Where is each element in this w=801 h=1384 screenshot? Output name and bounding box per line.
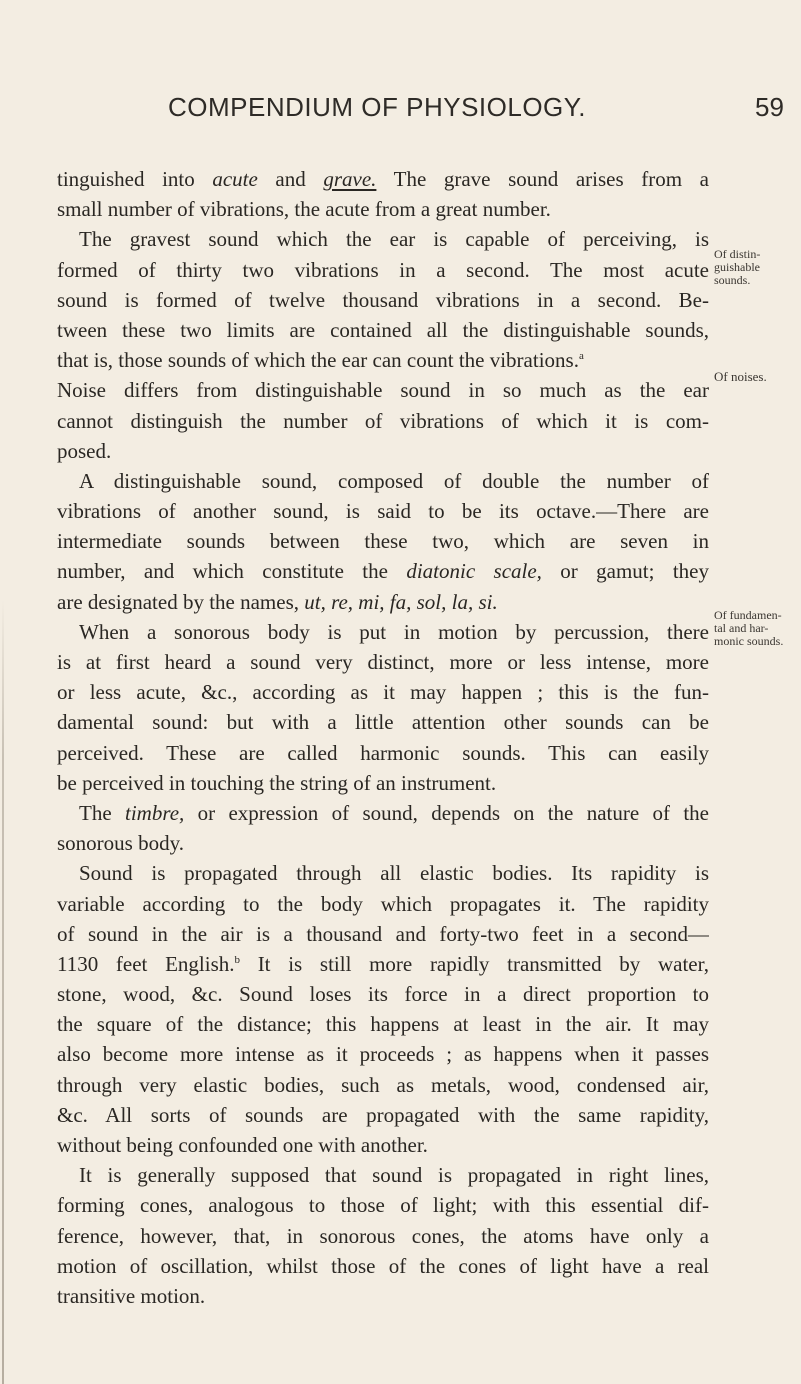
text-line: When a sonorous body is put in motion by percussion, there (79, 619, 709, 644)
text-line: tinguished into acute and grave. The grave sound arises from a (57, 167, 709, 191)
text-line: variable according to the body which propagates it. The rapidity (57, 891, 709, 916)
text-line: through very elastic bodies, such as metals, wood, condensed air, (57, 1072, 709, 1097)
text-line: small number of vibrations, the acute from a great number. (57, 197, 551, 222)
margin-note-noises: Of noises. (714, 369, 767, 384)
text-line: intermediate sounds between these two, which are seven in (57, 529, 709, 554)
gutter-shadow (2, 600, 4, 1384)
text-line: transitive motion. (57, 1283, 206, 1308)
margin-note-distinguishable-sounds: Of distin- guishable sounds. (714, 247, 761, 287)
text-line: cannot distinguish the number of vibrations of which it is com- (57, 408, 709, 433)
running-head: COMPENDIUM OF PHYSIOLOGY. (168, 92, 586, 122)
text-line: The timbre, or expression of sound, depends on the nature of the (79, 800, 709, 825)
text-line: sonorous body. (57, 831, 184, 856)
text-line: Noise differs from distinguishable sound in so much as the ear (57, 378, 709, 403)
text-line: is at first heard a sound very distinct, more or less intense, more (57, 650, 709, 674)
text-line: sound is formed of twelve thousand vibrations in a second. Be- (57, 287, 709, 312)
margin-note-fundamental-harmonic: Of fundamen- tal and har- monic sounds. (714, 608, 784, 648)
text-line: damental sound: but with a little attention other sounds can be (57, 710, 709, 735)
body-text (57, 164, 709, 1311)
text-line: 1130 feet English.$^b$ It is still more rapidly transmitted by water, (57, 951, 709, 976)
text-line: forming cones, analogous to those of light; with this essential dif- (57, 1193, 709, 1218)
text-line: the square of the distance; this happens at least in the air. It may (57, 1012, 709, 1037)
text-line: Sound is propagated through all elastic bodies. Its rapidity is (79, 861, 709, 886)
page-number: 59 (755, 92, 784, 122)
text-line: perceived. These are called harmonic sounds. This can easily (57, 740, 709, 765)
text-line: The gravest sound which the ear is capable of perceiving, is (79, 227, 709, 252)
text-line: ference, however, that, in sonorous cones, the atoms have only a (57, 1223, 709, 1248)
text-line: formed of thirty two vibrations in a second. The most acute (57, 257, 709, 282)
text-line: or less acute, &c., according as it may happen ; this is the fun- (57, 680, 709, 705)
text-line: posed. (57, 438, 112, 463)
text-line: that is, those sounds of which the ear can count the vibrations.$^a$ (57, 348, 584, 373)
text-line: without being confounded one with another. (57, 1133, 428, 1157)
text-line: It is generally supposed that sound is propagated in right lines, (79, 1163, 709, 1188)
page-header (0, 92, 801, 132)
text-line: number, and which constitute the diatonic scale, or gamut; they (57, 559, 709, 584)
text-line: also become more intense as it proceeds ; as happens when it passes (57, 1042, 709, 1067)
text-line: A distinguishable sound, composed of double the number of (79, 468, 709, 493)
text-line: are designated by the names, ut, re, mi, fa, sol, la, si. (57, 589, 498, 614)
text-line: vibrations of another sound, is said to be its octave.—There are (57, 499, 709, 524)
text-line: stone, wood, &c. Sound loses its force in a direct proportion to (57, 982, 709, 1007)
text-line: of sound in the air is a thousand and forty-two feet in a second— (57, 921, 709, 946)
text-line: motion of oscillation, whilst those of the cones of light have a real (57, 1253, 709, 1278)
text-line: &c. All sorts of sounds are propagated with the same rapidity, (57, 1102, 709, 1127)
text-line: be perceived in touching the string of an instrument. (57, 770, 497, 795)
text-line: tween these two limits are contained all the distinguishable sounds, (57, 317, 709, 342)
